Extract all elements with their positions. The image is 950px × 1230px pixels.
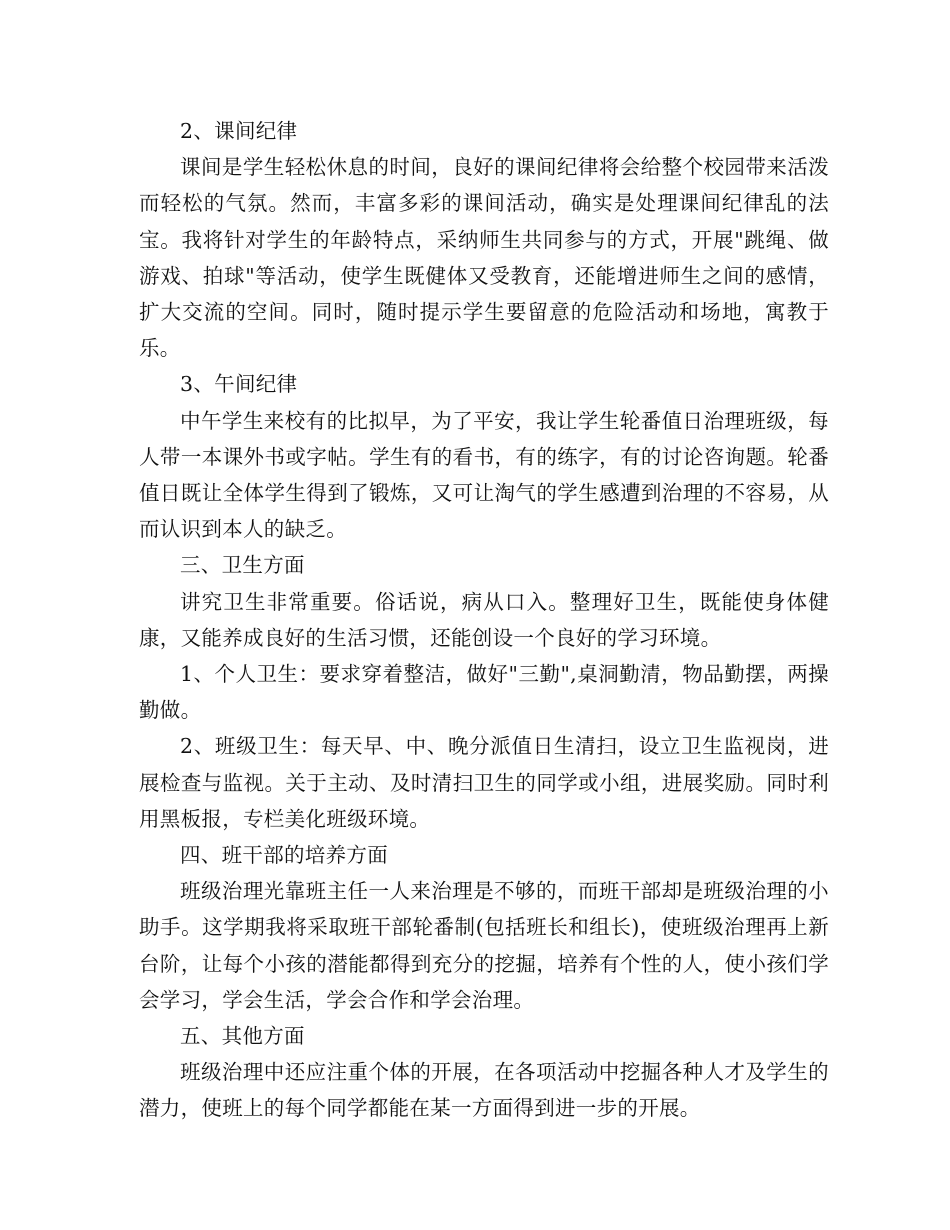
paragraph-class-cadres: 班级治理光靠班主任一人来治理是不够的，而班干部却是班级治理的小助手。这学期我将采取班干部轮番制(包括班长和组长)，使班级治理再上新台阶，让每个小孩的潜能都得到充分的挖掘，培养有个性的人，使小孩们学会学习，学会生活，学会合作和学会治理。 (139, 879, 829, 1012)
paragraph-personal-hygiene: 1、个人卫生：要求穿着整洁，做好"三勤",桌洞勤清，物品勤摆，两操勤做。 (139, 662, 829, 723)
section-heading-recess-discipline: 2、课间纪律 (180, 119, 298, 143)
paragraph-other: 班级治理中还应注重个体的开展，在各项活动中挖掘各种人才及学生的潜力，使班上的每个同学都能在某一方面得到进一步的开展。 (139, 1060, 829, 1121)
paragraph-noon-discipline: 中午学生来校有的比拟早，为了平安，我让学生轮番值日治理班级，每人带一本课外书或字帖。学生有的看书，有的练字，有的讨论咨询题。轮番值日既让全体学生得到了锻炼，又可让淘气的学生感遭到治理的不容易，从而认识到本人的缺乏。 (139, 408, 829, 542)
paragraph-hygiene-intro: 讲究卫生非常重要。俗话说，病从口入。整理好卫生，既能使身体健康，又能养成良好的生活习惯，还能创设一个良好的学习环境。 (139, 589, 829, 650)
section-heading-hygiene: 三、卫生方面 (180, 553, 305, 578)
paragraph-recess-discipline: 课间是学生轻松休息的时间，良好的课间纪律将会给整个校园带来活泼而轻松的气氛。然而，丰富多彩的课间活动，确实是处理课间纪律乱的法宝。我将针对学生的年龄特点，采纳师生共同参与的方式，开展"跳绳、做游戏、拍球"等活动，使学生既健体又受教育，还能增进师生之间的感情，扩大交流的空间。同时，随时提示学生要留意的危险活动和场地，寓教于乐。 (139, 155, 829, 361)
section-heading-noon-discipline: 3、午间纪律 (180, 372, 298, 397)
section-heading-other: 五、其他方面 (180, 1024, 305, 1049)
section-heading-class-cadres: 四、班干部的培养方面 (180, 843, 388, 868)
paragraph-class-hygiene: 2、班级卫生：每天早、中、晚分派值日生清扫，设立卫生监视岗，进展检查与监视。关于主动、及时清扫卫生的同学或小组，进展奖励。同时利用黑板报，专栏美化班级环境。 (139, 734, 829, 831)
document-body (139, 113, 829, 1127)
